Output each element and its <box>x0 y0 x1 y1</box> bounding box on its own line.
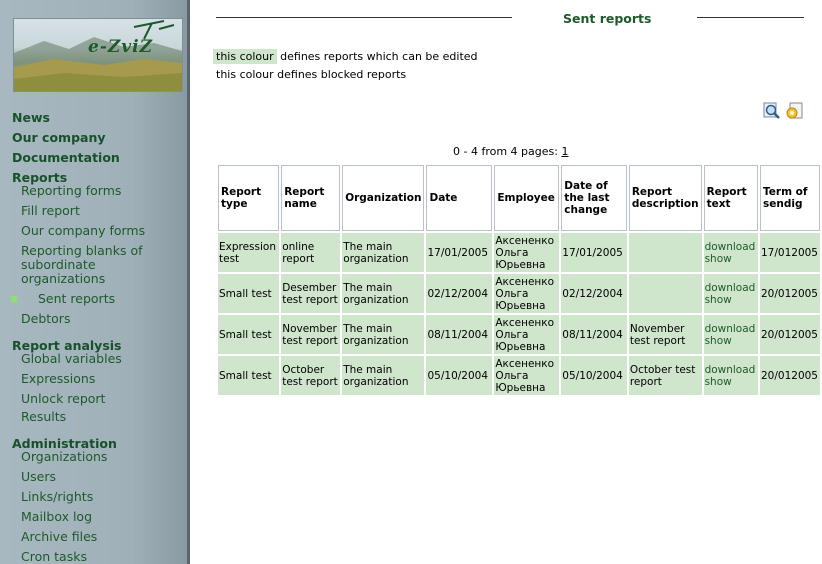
table-cell: online report <box>281 233 340 272</box>
table-cell: 17/01/2005 <box>426 233 492 272</box>
legend-editable-swatch: this colour <box>213 49 277 64</box>
table-cell: Аксененко Ольга Юрьевна <box>494 356 559 395</box>
nav-item-users[interactable]: Users <box>21 469 57 484</box>
download-link[interactable]: download <box>704 281 756 294</box>
table-cell: Small test <box>218 274 279 313</box>
reports-table <box>216 163 822 397</box>
nav-item-our-company-forms[interactable]: Our company forms <box>21 223 146 238</box>
table-cell: 08/11/2004 <box>561 315 627 354</box>
show-link[interactable]: show <box>704 375 732 388</box>
nav-section-reports[interactable]: Reports <box>12 170 68 185</box>
table-cell: The main organization <box>342 356 424 395</box>
nav-item-mailbox-log[interactable]: Mailbox log <box>21 509 93 524</box>
legend-blocked-text: defines blocked reports <box>277 68 407 81</box>
table-cell: Аксененко Ольга Юрьевна <box>494 315 559 354</box>
nav-item-cron-tasks[interactable]: Cron tasks <box>21 549 87 564</box>
table-cell: Аксененко Ольга Юрьевна <box>494 274 559 313</box>
legend-blocked-swatch: this colour <box>216 68 274 81</box>
table-cell <box>629 233 702 272</box>
show-link[interactable]: show <box>704 334 732 347</box>
title-rule-left <box>216 17 512 18</box>
table-cell: Small test <box>218 356 279 395</box>
nav-item-results[interactable]: Results <box>21 409 67 424</box>
sidebar-border <box>187 0 190 564</box>
report-text-cell <box>704 274 758 313</box>
table-cell <box>629 274 702 313</box>
table-cell: Small test <box>218 315 279 354</box>
table-cell: 05/10/2004 <box>426 356 492 395</box>
nav-section-our-company[interactable]: Our company <box>12 130 106 145</box>
logo[interactable] <box>13 18 183 92</box>
table-cell: November test report <box>281 315 340 354</box>
nav-item-global-variables[interactable]: Global variables <box>21 351 122 366</box>
table-cell: 02/12/2004 <box>426 274 492 313</box>
show-link[interactable]: show <box>704 252 732 265</box>
download-link[interactable]: download <box>704 322 756 335</box>
table-cell: 08/11/2004 <box>426 315 492 354</box>
table-cell: 20/012005 <box>760 356 820 395</box>
column-header: Date of the last change <box>561 165 627 231</box>
pager-text: 0 - 4 from 4 pages: <box>453 145 558 158</box>
column-header: Date <box>426 165 492 231</box>
table-cell: Expression test <box>218 233 279 272</box>
table-cell: The main organization <box>342 315 424 354</box>
table-cell: 05/10/2004 <box>561 356 627 395</box>
table-cell: November test report <box>629 315 702 354</box>
report-text-cell <box>704 356 758 395</box>
nav-item-reporting-forms[interactable]: Reporting forms <box>21 183 122 198</box>
table-cell: 17/012005 <box>760 233 820 272</box>
nav-item-sent-reports[interactable]: Sent reports <box>38 291 116 306</box>
table-cell: October test report <box>281 356 340 395</box>
report-text-cell <box>704 315 758 354</box>
settings-icon[interactable] <box>785 102 803 120</box>
nav-section-documentation[interactable]: Documentation <box>12 150 120 165</box>
column-header: Employee <box>494 165 559 231</box>
nav-section-administration[interactable]: Administration <box>12 436 117 451</box>
download-link[interactable]: download <box>704 363 756 376</box>
column-header: Term of sendig <box>760 165 820 231</box>
column-header: Report text <box>704 165 758 231</box>
show-link[interactable]: show <box>704 293 732 306</box>
table-cell: October test report <box>629 356 702 395</box>
sidebar <box>0 0 190 564</box>
table-cell: Desember test report <box>281 274 340 313</box>
nav-item-links-rights[interactable]: Links/rights <box>21 489 94 504</box>
nav-item-expressions[interactable]: Expressions <box>21 371 96 386</box>
column-header: Organization <box>342 165 424 231</box>
table-row[interactable] <box>218 356 820 395</box>
search-icon[interactable] <box>763 102 781 120</box>
nav-item-archive-files[interactable]: Archive files <box>21 529 98 544</box>
page-title: Sent reports <box>563 11 652 26</box>
table-cell: Аксененко Ольга Юрьевна <box>494 233 559 272</box>
nav-item-reporting-blanks-of[interactable]: Reporting blanks of <box>21 243 143 258</box>
table-cell: 20/012005 <box>760 315 820 354</box>
legend-blocked <box>216 68 406 81</box>
table-cell: 17/01/2005 <box>561 233 627 272</box>
nav-item-fill-report[interactable]: Fill report <box>21 203 80 218</box>
download-link[interactable]: download <box>704 240 756 253</box>
column-header: Report name <box>281 165 340 231</box>
legend-editable-text: defines reports which can be edited <box>280 50 478 63</box>
table-body <box>218 233 820 395</box>
legend-editable <box>216 50 478 63</box>
nav-section-report-analysis[interactable]: Report analysis <box>12 338 122 353</box>
column-header: Report description <box>629 165 702 231</box>
pager <box>453 145 568 158</box>
table-row[interactable] <box>218 315 820 354</box>
table-cell: The main organization <box>342 274 424 313</box>
active-bullet-icon <box>11 296 17 302</box>
logo-text: e-ZviZ <box>88 37 154 57</box>
nav-item-organizations[interactable]: organizations <box>21 271 106 286</box>
report-text-cell <box>704 233 758 272</box>
nav-section-news[interactable]: News <box>12 110 50 125</box>
table-row[interactable] <box>218 233 820 272</box>
column-header: Report type <box>218 165 279 231</box>
table-cell: 20/012005 <box>760 274 820 313</box>
title-rule-right <box>697 17 804 18</box>
main-content <box>196 0 822 564</box>
nav-item-unlock-report[interactable]: Unlock report <box>21 391 106 406</box>
nav-item-subordinate[interactable]: subordinate <box>21 257 96 272</box>
pager-page-link[interactable]: 1 <box>561 145 569 158</box>
nav-item-debtors[interactable]: Debtors <box>21 311 71 326</box>
table-cell: The main organization <box>342 233 424 272</box>
table-header-row <box>218 165 820 231</box>
table-cell: 02/12/2004 <box>561 274 627 313</box>
nav-item-organizations[interactable]: Organizations <box>21 449 108 464</box>
table-row[interactable] <box>218 274 820 313</box>
